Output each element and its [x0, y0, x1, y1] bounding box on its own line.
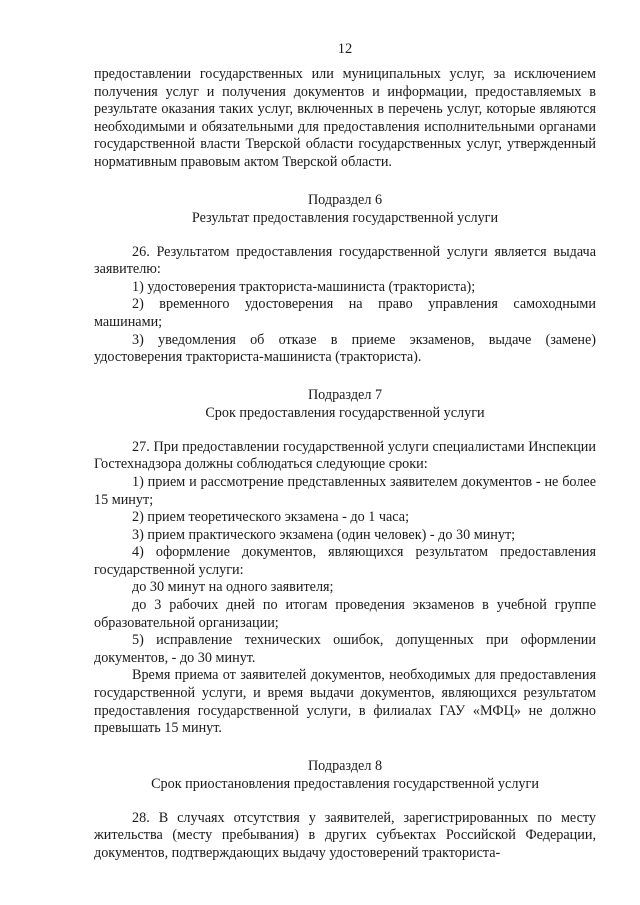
subsection-7	[94, 386, 596, 738]
subsection-8	[94, 757, 596, 863]
intro-paragraph: предоставлении государственных или муниципальных услуг, за исключением получения услуг и получения документов и информации, предоставляемых в результате оказания таких услуг, включенных в перечень услуг, которые являются необходимыми и обязательными для предоставления исполнительными органами государственной власти Тверской области государственных услуг, утвержденный нормативным правовым актом Тверской области.	[94, 66, 596, 170]
document-page	[94, 40, 596, 863]
paragraph-27-item-1: 1) прием и рассмотрение представленных заявителем документов - не более 15 минут;	[94, 473, 596, 508]
subsection-6-title: Результат предоставления государственной услуги	[191, 209, 499, 226]
page-number: 12	[337, 41, 353, 57]
subsection-8-title: Срок приостановления предоставления государственной услуги	[151, 775, 539, 792]
paragraph-26-item-3: 3) уведомления об отказе в приеме экзаменов, выдаче (замене) удостоверения тракториста-машиниста (тракториста).	[94, 331, 596, 366]
paragraph-27-mfc-time: Время приема от заявителей документов, необходимых для предоставления государственной услуги, и время выдачи документов, являющихся результатом предоставления государственной услуги, в филиалах ГАУ «МФЦ» не должно превышать 15 минут.	[94, 667, 596, 737]
paragraph-27: 27. При предоставлении государственной услуги специалистами Инспекции Гостехнадзора должны соблюдаться следующие сроки:	[94, 438, 596, 473]
paragraph-27-item-5: 5) исправление технических ошибок, допущенных при оформлении документов, - до 30 минут.	[94, 632, 596, 666]
paragraph-26-item-1: 1) удостоверения тракториста-машиниста (тракториста);	[132, 278, 476, 295]
subsection-6-label: Подраздел 6	[307, 191, 383, 208]
paragraph-26: 26. Результатом предоставления государственной услуги является выдача заявителю:	[94, 243, 596, 278]
paragraph-26-item-2: 2) временного удостоверения на право управления самоходными машинами;	[94, 296, 596, 330]
paragraph-27-item-4a: до 30 минут на одного заявителя;	[132, 579, 334, 596]
subsection-7-label: Подраздел 7	[307, 386, 383, 403]
paragraph-28: 28. В случаях отсутствия у заявителей, зарегистрированных по месту жительства (месту пребывания) в других субъектах Российской Федерации, документов, подтверждающих выдачу удостоверений тракториста-	[94, 809, 596, 861]
subsection-7-title: Срок предоставления государственной услуги	[205, 404, 485, 421]
subsection-6	[94, 191, 596, 367]
paragraph-27-item-4: 4) оформление документов, являющихся результатом предоставления государственной услуги:	[94, 544, 596, 578]
paragraph-27-item-2: 2) прием теоретического экзамена - до 1 часа;	[132, 509, 410, 526]
subsection-8-label: Подраздел 8	[307, 757, 383, 774]
paragraph-27-item-4b: до 3 рабочих дней по итогам проведения экзаменов в учебной группе образовательной организации;	[94, 597, 596, 631]
paragraph-27-item-3: 3) прием практического экзамена (один человек) - до 30 минут;	[132, 526, 516, 543]
